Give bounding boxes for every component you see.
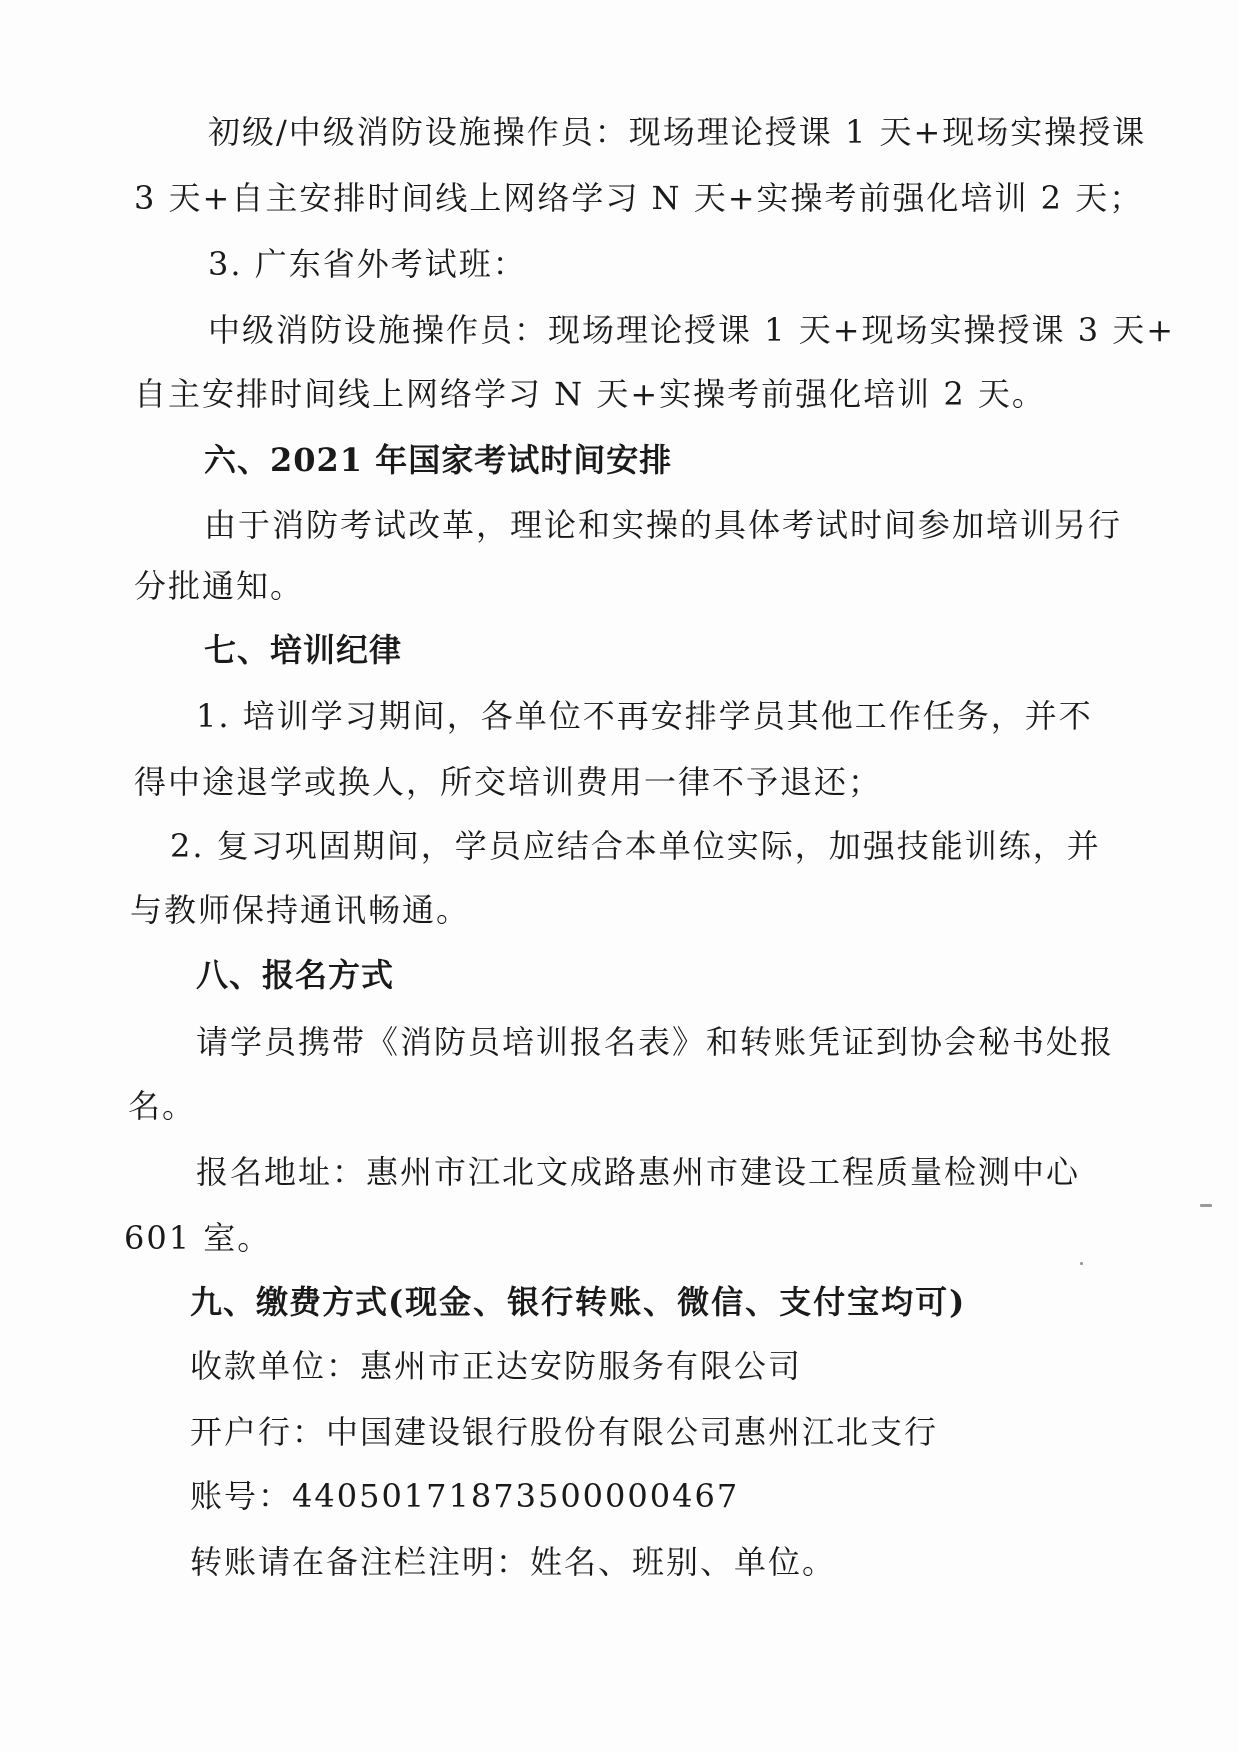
section-8-line-2: 名。: [128, 1087, 197, 1125]
section-9-heading-row: [190, 1282, 966, 1322]
section-6-line-2: 分批通知。: [134, 567, 305, 605]
section-7-heading: 七、培训纪律: [204, 631, 403, 669]
payee-line: 收款单位：惠州市正达安防服务有限公司: [190, 1347, 803, 1385]
section-8-line-1: 请学员携带《消防员培训报名表》和转账凭证到协会秘书处报: [196, 1023, 1115, 1061]
scan-speck: [1080, 1262, 1083, 1265]
account-line: 账号：44050171873500000467: [190, 1477, 740, 1515]
section-7-item-2-line-2: 与教师保持通讯畅通。: [130, 891, 471, 929]
scan-speck: [1200, 1204, 1212, 1207]
op-levels-line-2: 3 天+自主安排时间线上网络学习 N 天+实操考前强化培训 2 天；: [134, 179, 1144, 217]
registration-address-line-1: 报名地址：惠州市江北文成路惠州市建设工程质量检测中心: [196, 1153, 1081, 1191]
section-6-line-1: 由于消防考试改革，理论和实操的具体考试时间参加培训另行: [204, 506, 1123, 544]
section-7-item-2-line-1: 2. 复习巩固期间，学员应结合本单位实际，加强技能训练，并: [170, 827, 1101, 865]
section-6-heading: 六、2021 年国家考试时间安排: [204, 441, 673, 479]
section-8-heading: 八、报名方式: [196, 956, 395, 994]
registration-address-line-2: 601 室。: [124, 1219, 272, 1257]
section-9-heading: 九、缴费方式: [190, 1283, 389, 1321]
item-3-title: 3. 广东省外考试班：: [208, 245, 527, 283]
op-levels-line-1: 初级/中级消防设施操作员：现场理论授课 1 天+现场实操授课: [208, 113, 1147, 151]
section-9-heading-note: (现金、银行转账、微信、支付宝均可): [388, 1283, 967, 1321]
section-7-item-1-line-2: 得中途退学或换人，所交培训费用一律不予退还；: [134, 763, 883, 801]
section-7-item-1-line-1: 1. 培训学习期间，各单位不再安排学员其他工作任务，并不: [196, 697, 1093, 735]
mid-level-line-1: 中级消防设施操作员：现场理论授课 1 天+现场实操授课 3 天+: [208, 311, 1176, 349]
bank-line: 开户行：中国建设银行股份有限公司惠州江北支行: [190, 1413, 939, 1451]
mid-level-line-2: 自主安排时间线上网络学习 N 天+实操考前强化培训 2 天。: [134, 375, 1046, 413]
transfer-remark-line: 转账请在备注栏注明：姓名、班别、单位。: [190, 1543, 837, 1581]
